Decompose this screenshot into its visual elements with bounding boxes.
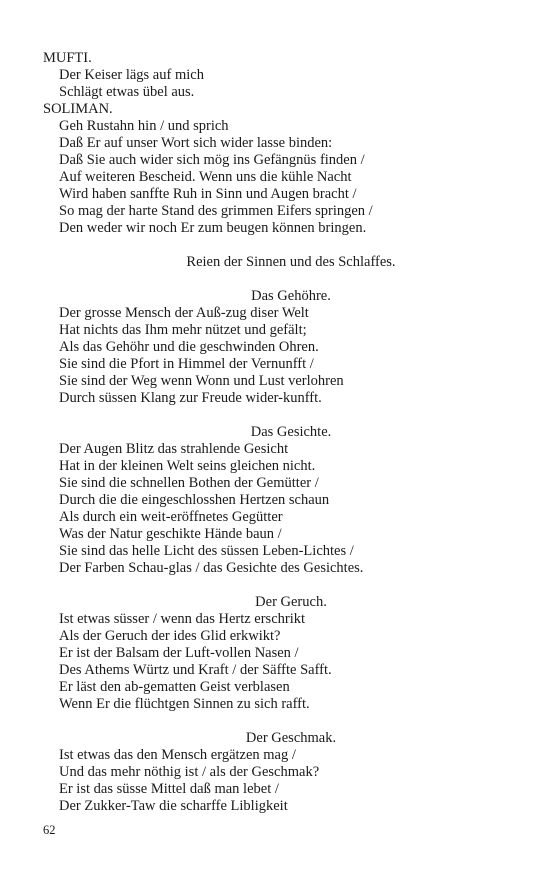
verse-line: So mag der harte Stand des grimmen Eifers springen / [59,203,373,219]
verse-line: Der Zukker-Taw die scharffe Libligkeit [59,798,288,814]
verse-line: Des Athems Würtz und Kraft / der Säffte Safft. [59,662,332,678]
verse-line: Als der Geruch der ides Glid erkwikt? [59,628,281,644]
verse-line: Er ist das süsse Mittel daß man lebet / [59,781,279,797]
verse-line: Sie sind der Weg wenn Wonn und Lust verlohren [59,373,344,389]
verse-line: Daß Sie auch wider sich mög ins Gefängnüs finden / [59,152,365,168]
verse-line: Er läst den ab-gematten Geist verblasen [59,679,290,695]
spacer [43,577,523,594]
spacer [43,407,523,424]
verse-line: Was der Natur geschikte Hände baun / [59,526,282,542]
verse-line: Wenn Er die flüchtgen Sinnen zu sich rafft. [59,696,310,712]
verse-line: Den weder wir noch Er zum beugen können bringen. [59,220,367,236]
verse-line: Der Keiser lägs auf mich [59,67,204,83]
stanza-heading-geschmak: Der Geschmak. [245,730,337,746]
stanza-heading-gesichte: Das Gesichte. [250,424,332,440]
stanza-heading-geruch: Der Geruch. [255,594,327,610]
verse-line: Durch die die eingeschlosshen Hertzen schaun [59,492,330,508]
verse-line: Auf weiteren Bescheid. Wenn uns die kühle Nacht [59,169,352,185]
verse-line: Hat in der kleinen Welt seins gleichen nicht. [59,458,316,474]
spacer [43,237,523,254]
verse-line: Der Augen Blitz das strahlende Gesicht [59,441,289,457]
page-number: 62 [43,823,56,837]
verse-line: Er ist der Balsam der Luft-vollen Nasen / [59,645,299,661]
verse-line: Wird haben sanffte Ruh in Sinn und Augen bracht / [59,186,357,202]
verse-line: Ist etwas süsser / wenn das Hertz erschrikt [59,611,306,627]
verse-line: Als durch ein weit-eröffnetes Gegütter [59,509,283,525]
speaker-soliman: SOLIMAN. [43,101,113,117]
verse-line: Und das mehr nöthig ist / als der Geschmak? [59,764,320,780]
verse-line: Sie sind das helle Licht des süssen Leben-Lichtes / [59,543,354,559]
verse-line: Ist etwas das den Mensch ergätzen mag / [59,747,296,763]
verse-line: Hat nichts das Ihm mehr nützet und gefält; [59,322,307,338]
spacer [43,271,523,288]
verse-line: Geh Rustahn hin / und sprich [59,118,229,134]
speaker-mufti: MUFTI. [43,50,92,66]
stanza-heading-gehoehre: Das Gehöhre. [251,288,331,304]
verse-line: Sie sind die Pfort in Himmel der Vernunfft / [59,356,314,372]
verse-line: Der grosse Mensch der Auß-zug diser Welt [59,305,309,321]
verse-line: Durch süssen Klang zur Freude wider-kunfft. [59,390,322,406]
verse-line: Sie sind die schnellen Bothen der Gemütter / [59,475,319,491]
verse-line: Schlägt etwas übel aus. [59,84,195,100]
reien-title: Reien der Sinnen und des Schlaffes. [186,254,396,270]
play-text [43,50,523,815]
verse-line: Daß Er auf unser Wort sich wider lasse binden: [59,135,333,151]
verse-line: Als das Gehöhr und die geschwinden Ohren. [59,339,319,355]
spacer [43,713,523,730]
verse-line: Der Farben Schau-glas / das Gesichte des Gesichtes. [59,560,364,576]
